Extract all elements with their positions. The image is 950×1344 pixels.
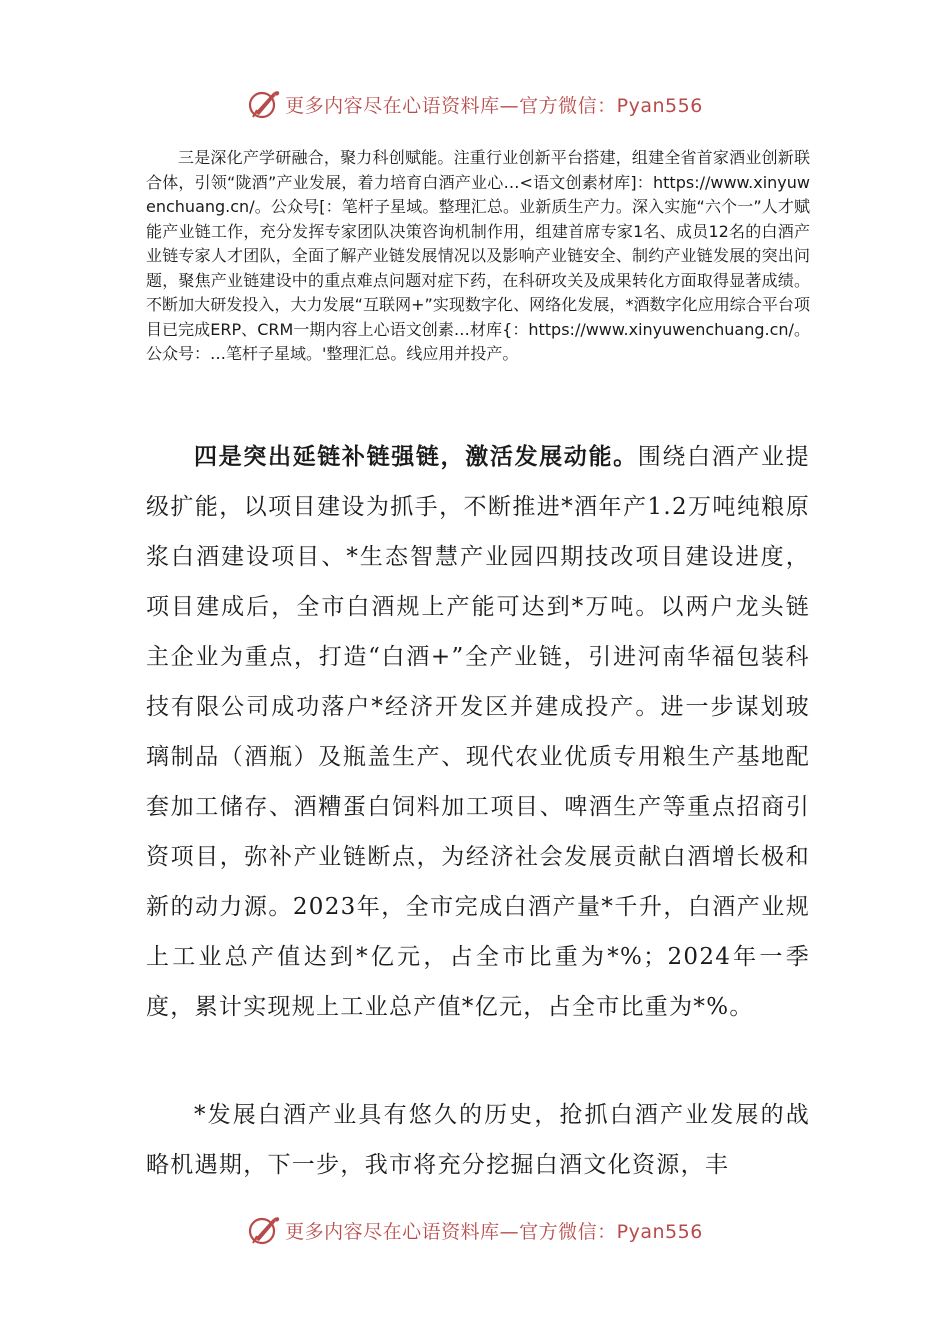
paragraph-outlook: *发展白酒产业具有悠久的历史，抢抓白酒产业发展的战略机遇期，下一步，我市将充分挖掘白酒文化资源，丰 (146, 1102, 810, 1178)
watermark-text: 更多内容尽在心语资料库—官方微信：Pyan556 (285, 94, 703, 117)
quill-logo-icon (247, 87, 281, 121)
header-watermark (0, 84, 950, 124)
quill-logo-icon (247, 1213, 281, 1247)
footer-watermark (0, 1210, 950, 1250)
paragraph-industry-chain (146, 432, 810, 1032)
paragraph-innovation: 三是深化产学研融合，聚力科创赋能。注重行业创新平台搭建，组建全省首家酒业创新联合体，引领“陇酒”产业发展，着力培育白酒产业心…<语文创素材库]：https://www.xinyuwenchuang.cn/。公众号[：笔杆子星域。整理汇总。业新质生产力。深入实施“六个一”人才赋能产业链工作，充分发挥专家团队决策咨询机制作用，组建首席专家1名、成员12名的白酒产业链专家人才团队，全面了解产业链发展情况以及影响产业链安全、制约产业链发展的突出问题，聚焦产业链建设中的重点难点问题对症下药，在科研攻关及成果转化方面取得显著成绩。不断加大研发投入，大力发展“互联网+”实现数字化、网络化发展，*酒数字化应用综合平台项目已完成ERP、CRM一期内容上心语文创素…材库{：https://www.xinyuwenchuang.cn/。公众号：…笔杆子星域。'整理汇总。线应用并投产。 (146, 148, 810, 363)
watermark-text: 更多内容尽在心语资料库—官方微信：Pyan556 (285, 1220, 703, 1243)
paragraph-lead: 四是突出延链补链强链，激活发展动能。 (194, 443, 638, 470)
paragraph-body: 围绕白酒产业提级扩能，以项目建设为抓手，不断推进*酒年产1.2万吨纯粮原浆白酒建设项目、*生态智慧产业园四期技改项目建设进度，项目建成后，全市白酒规上产能可达到*万吨。以两户龙头链主企业为重点，打造“白酒+”全产业链，引进河南华福包装科技有限公司成功落户*经济开发区并建成投产。进一步谋划玻璃制品（酒瓶）及瓶盖生产、现代农业优质专用粮生产基地配套加工储存、酒糟蛋白饲料加工项目、啤酒生产等重点招商引资项目，弥补产业链断点，为经济社会发展贡献白酒增长极和新的动力源。2023年，全市完成白酒产量*千升，白酒产业规上工业总产值达到*亿元，占全市比重为*%；2024年一季度，累计实现规上工业总产值*亿元，占全市比重为*%。 (146, 444, 810, 1020)
